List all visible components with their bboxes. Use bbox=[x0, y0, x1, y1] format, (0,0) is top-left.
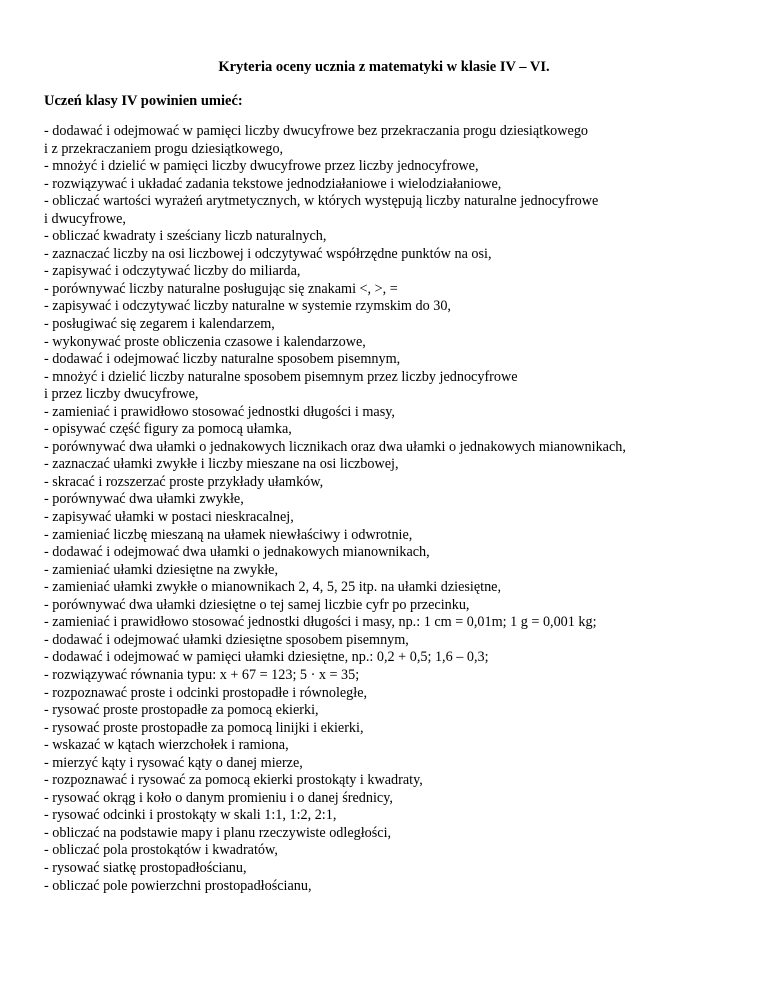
requirement-line: - dodawać i odejmować w pamięci ułamki dziesiętne, np.: 0,2 + 0,5; 1,6 – 0,3; bbox=[44, 649, 489, 666]
requirement-line: - porównywać dwa ułamki o jednakowych licznikach oraz dwa ułamki o jednakowych mianownikach, bbox=[44, 438, 626, 455]
requirement-line: - zapisywać i odczytywać liczby do miliarda, bbox=[44, 263, 301, 280]
requirement-line: - skracać i rozszerzać proste przykłady ułamków, bbox=[44, 473, 324, 490]
requirement-line: - zamieniać ułamki zwykłe o mianownikach 2, 4, 5, 25 itp. na ułamki dziesiętne, bbox=[44, 579, 502, 596]
requirement-line: - zamieniać liczbę mieszaną na ułamek niewłaściwy i odwrotnie, bbox=[44, 526, 413, 543]
requirement-line: - obliczać na podstawie mapy i planu rzeczywiste odległości, bbox=[44, 824, 392, 841]
section-heading: Uczeń klasy IV powinien umieć: bbox=[44, 93, 243, 109]
requirement-line: - zaznaczać ułamki zwykłe i liczby mieszane na osi liczbowej, bbox=[44, 456, 399, 473]
requirement-line: - wykonywać proste obliczenia czasowe i kalendarzowe, bbox=[44, 333, 366, 350]
requirement-line: - rysować proste prostopadłe za pomocą ekierki, bbox=[44, 702, 319, 719]
requirements-list bbox=[44, 123, 760, 895]
requirement-line: - obliczać wartości wyrażeń arytmetycznych, w których występują liczby naturalne jednocyfrowe bbox=[44, 193, 599, 210]
requirement-line: - rozwiązywać i układać zadania tekstowe jednodziałaniowe i wielodziałaniowe, bbox=[44, 175, 502, 192]
requirement-line: - obliczać kwadraty i sześciany liczb naturalnych, bbox=[44, 228, 327, 245]
requirement-line: - rysować okrąg i koło o danym promieniu i o danej średnicy, bbox=[44, 789, 393, 806]
requirement-line: - rysować proste prostopadłe za pomocą linijki i ekierki, bbox=[44, 719, 364, 736]
requirement-line: - rysować siatkę prostopadłościanu, bbox=[44, 859, 247, 876]
document-title: Kryteria oceny ucznia z matematyki w klasie IV – VI. bbox=[218, 59, 550, 75]
requirement-line: - rysować odcinki i prostokąty w skali 1:1, 1:2, 2:1, bbox=[44, 807, 337, 824]
requirement-line: - zamieniać i prawidłowo stosować jednostki długości i masy, np.: 1 cm = 0,01m; 1 g = 0,001 kg; bbox=[44, 614, 597, 631]
requirement-line: - zamieniać ułamki dziesiętne na zwykłe, bbox=[44, 561, 278, 578]
requirement-line: - dodawać i odejmować dwa ułamki o jednakowych mianownikach, bbox=[44, 544, 430, 561]
requirement-line: - dodawać i odejmować ułamki dziesiętne sposobem pisemnym, bbox=[44, 631, 409, 648]
requirement-line: - obliczać pole powierzchni prostopadłościanu, bbox=[44, 877, 312, 894]
requirement-line: - zamieniać i prawidłowo stosować jednostki długości i masy, bbox=[44, 403, 395, 420]
requirement-line: - mnożyć i dzielić liczby naturalne sposobem pisemnym przez liczby jednocyfrowe bbox=[44, 368, 518, 385]
requirement-line: i z przekraczaniem progu dziesiątkowego, bbox=[44, 140, 284, 157]
requirement-line: - wskazać w kątach wierzchołek i ramiona, bbox=[44, 737, 289, 754]
requirement-line: - posługiwać się zegarem i kalendarzem, bbox=[44, 316, 275, 333]
requirement-line: i dwucyfrowe, bbox=[44, 210, 126, 227]
requirement-line: - opisywać część figury za pomocą ułamka, bbox=[44, 421, 292, 438]
requirement-line: - rozwiązywać równania typu: x + 67 = 123; 5 · x = 35; bbox=[44, 666, 360, 683]
requirement-line: - porównywać dwa ułamki dziesiętne o tej samej liczbie cyfr po przecinku, bbox=[44, 596, 470, 613]
requirement-line: - dodawać i odejmować w pamięci liczby dwucyfrowe bez przekraczania progu dziesiątkowego bbox=[44, 123, 589, 139]
requirement-line: - zapisywać ułamki w postaci nieskracalnej, bbox=[44, 509, 294, 526]
requirement-line: - obliczać pola prostokątów i kwadratów, bbox=[44, 842, 278, 859]
requirement-line: - mnożyć i dzielić w pamięci liczby dwucyfrowe przez liczby jednocyfrowe, bbox=[44, 158, 479, 175]
requirement-line: - porównywać liczby naturalne posługując się znakami <, >, = bbox=[44, 280, 398, 297]
requirement-line: - dodawać i odejmować liczby naturalne sposobem pisemnym, bbox=[44, 351, 401, 368]
requirement-line: i przez liczby dwucyfrowe, bbox=[44, 386, 199, 403]
requirement-line: - rozpoznawać i rysować za pomocą ekierki prostokąty i kwadraty, bbox=[44, 772, 423, 789]
requirement-line: - porównywać dwa ułamki zwykłe, bbox=[44, 491, 244, 508]
requirement-line: - mierzyć kąty i rysować kąty o danej mierze, bbox=[44, 754, 303, 771]
requirement-line: - rozpoznawać proste i odcinki prostopadłe i równoległe, bbox=[44, 684, 368, 701]
requirement-line: - zaznaczać liczby na osi liczbowej i odczytywać współrzędne punktów na osi, bbox=[44, 245, 492, 262]
requirement-line: - zapisywać i odczytywać liczby naturalne w systemie rzymskim do 30, bbox=[44, 298, 451, 315]
